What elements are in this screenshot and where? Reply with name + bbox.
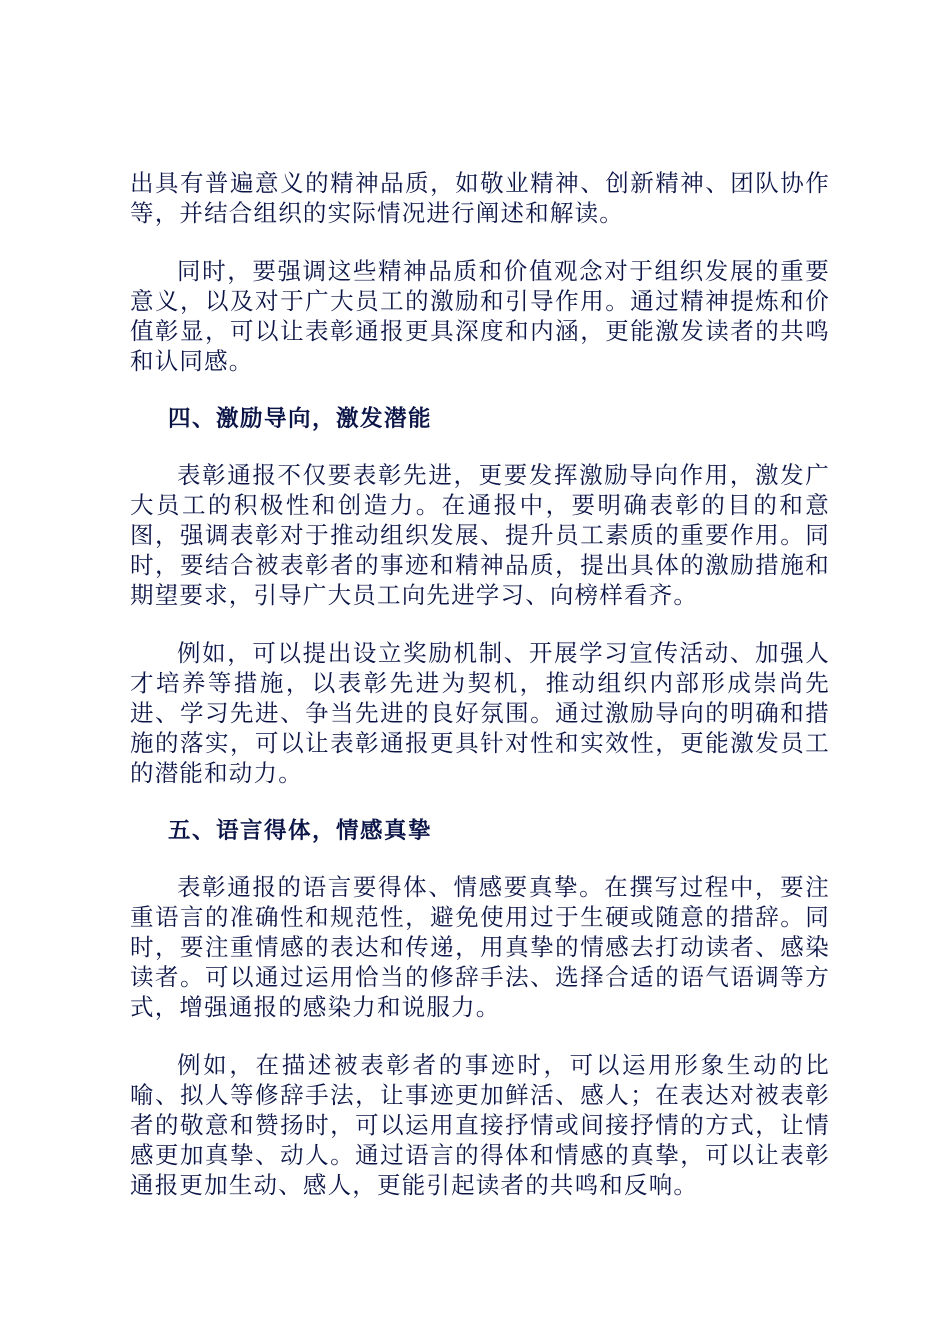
section-heading-5: 五、语言得体，情感真挚 <box>168 818 433 844</box>
paragraph-section5-2: 例如，在描述被表彰者的事迹时，可以运用形象生动的比喻、拟人等修辞手法，让事迹更加鲜活、感人；在表达对被表彰者的敬意和赞扬时，可以运用直接抒情或间接抒情的方式，让情感更加真挚、动人。通过语言的得体和情感的真挚，可以让表彰通报更加生动、感人，更能引起读者的共鸣和反响。 <box>130 1051 830 1199</box>
section-heading-4: 四、激励导向，激发潜能 <box>168 406 433 432</box>
document-body <box>130 168 830 1228</box>
paragraph-section4-2: 例如，可以提出设立奖励机制、开展学习宣传活动、加强人才培养等措施，以表彰先进为契机，推动组织内部形成崇尚先进、学习先进、争当先进的良好氛围。通过激励导向的明确和措施的落实，可以让表彰通报更具针对性和实效性，更能激发员工的潜能和动力。 <box>130 639 830 787</box>
paragraph-continuation: 出具有普遍意义的精神品质，如敬业精神、创新精神、团队协作等，并结合组织的实际情况进行阐述和解读。 <box>130 169 830 227</box>
paragraph-section4-1: 表彰通报不仅要表彰先进，更要发挥激励导向作用，激发广大员工的积极性和创造力。在通报中，要明确表彰的目的和意图，强调表彰对于推动组织发展、提升员工素质的重要作用。同时，要结合被表彰者的事迹和精神品质，提出具体的激励措施和期望要求，引导广大员工向先进学习、向榜样看齐。 <box>130 461 830 609</box>
paragraph-section5-1: 表彰通报的语言要得体、情感要真挚。在撰写过程中，要注重语言的准确性和规范性，避免使用过于生硬或随意的措辞。同时，要注重情感的表达和传递，用真挚的情感去打动读者、感染读者。可以通过运用恰当的修辞手法、选择合适的语气语调等方式，增强通报的感染力和说服力。 <box>130 873 830 1021</box>
paragraph-spirit-significance: 同时，要强调这些精神品质和价值观念对于组织发展的重要意义，以及对于广大员工的激励和引导作用。通过精神提炼和价值彰显，可以让表彰通报更具深度和内涵，更能激发读者的共鸣和认同感。 <box>130 257 830 375</box>
